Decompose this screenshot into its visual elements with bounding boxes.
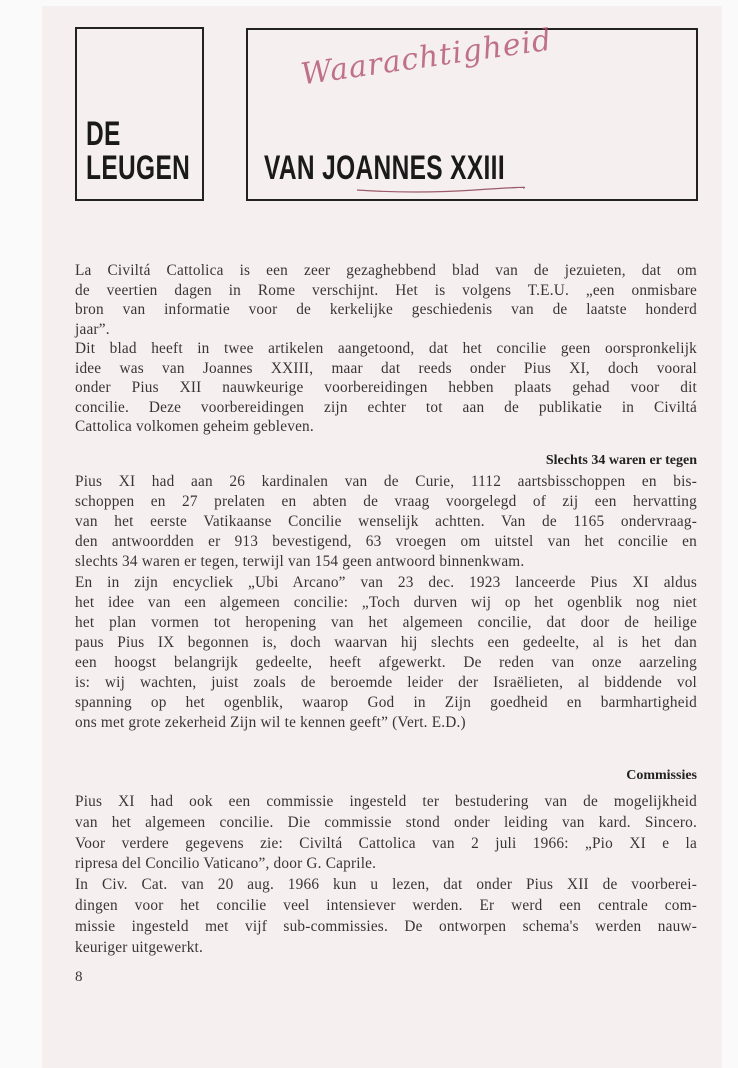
text-line: de veertien dagen in Rome verschijnt. Het is volgens T.E.U. „een onmisbare bbox=[75, 281, 697, 299]
title-right: VAN JOANNES XXIII bbox=[264, 149, 506, 187]
text-line: dingen voor het concilie veel intensiever werden. Er werd een centrale com- bbox=[75, 897, 697, 914]
section-heading: Commissies bbox=[626, 768, 697, 783]
title-word-leugen: LEUGEN bbox=[86, 149, 191, 187]
text-line: Cattolica volkomen geheim gebleven. bbox=[75, 418, 314, 435]
text-line: ripresa del Concilio Vaticano”, door G. Caprile. bbox=[75, 855, 377, 873]
text-line: schoppen en 27 prelaten en abten de vraag voorgelegd of zij een hervatting bbox=[75, 493, 697, 511]
text-line: bron van informatie voor de kerkelijke geschiedenis van de laatste honderd bbox=[75, 301, 697, 318]
text-line: keuriger uitgewerkt. bbox=[75, 938, 204, 956]
text-line: van het algemeen concilie. Die commissie stond onder leiding van kard. Sincero. bbox=[75, 813, 697, 831]
handwritten-annotation: Waarachtigheid bbox=[298, 22, 555, 93]
text-line: het idee van een algemeen concilie: „Toch durven wij op het ogenblik nog niet bbox=[75, 593, 697, 611]
text-line: La Civiltá Cattolica is een zeer gezaghebbend blad van de jezuieten, dat om bbox=[75, 262, 697, 279]
text-line: het plan vormen tot heropening van het algemeen concilie, dat door de heilige bbox=[75, 613, 697, 631]
text-line: En in zijn encycliek „Ubi Arcano” van 23 dec. 1923 lanceerde Pius XI aldus bbox=[75, 573, 697, 591]
text-line: ons met grote zekerheid Zijn wil te kennen geeft” (Vert. E.D.) bbox=[75, 714, 466, 732]
text-line: Voor verdere gegevens zie: Civiltá Cattolica van 2 juli 1966: „Pio XI e la bbox=[75, 834, 697, 852]
section-heading: Slechts 34 waren er tegen bbox=[545, 453, 697, 468]
text-line: Dit blad heeft in twee artikelen aangetoond, dat het concilie geen oorspronkelijk bbox=[75, 340, 697, 357]
text-line: den antwoordden er 913 bevestigend, 63 vroegen om uitstel van het concilie en bbox=[75, 533, 697, 551]
title-word-de: DE bbox=[86, 115, 121, 153]
handwritten-underline bbox=[355, 185, 525, 195]
text-line: is: wij wachten, juist zoals de beroemde leider der Israëlieten, al biddende vol bbox=[75, 674, 697, 691]
text-line: jaar”. bbox=[75, 320, 110, 338]
text-line: concilie. Deze voorbereidingen zijn echter tot aan de publikatie in Civiltá bbox=[75, 398, 697, 416]
text-line: een hoogst belangrijk gedeelte, heeft afgewerkt. De reden van onze aarzeling bbox=[75, 653, 697, 671]
page-number: 8 bbox=[75, 969, 83, 985]
text-line: onder Pius XII nauwkeurige voorbereidingen hebben plaats gehad voor dit bbox=[75, 379, 697, 396]
text-line: Pius XI had ook een commissie ingesteld ter bestudering van de mogelijkheid bbox=[75, 793, 697, 810]
text-line: Pius XI had aan 26 kardinalen van de Curie, 1112 aartsbisschoppen en bis- bbox=[75, 473, 697, 490]
text-line: slechts 34 waren er tegen, terwijl van 154 geen antwoord binnenkwam. bbox=[75, 553, 525, 571]
text-line: paus Pius IX begonnen is, doch waarvan hij slechts een gedeelte, al is het dan bbox=[75, 633, 697, 651]
text-line: idee was van Joannes XXIII, maar dat reeds onder Pius XI, doch vooral bbox=[75, 359, 697, 377]
text-line: In Civ. Cat. van 20 aug. 1966 kun u lezen, dat onder Pius XII de voorberei- bbox=[75, 876, 697, 894]
text-line: missie ingesteld met vijf sub-commissies. De ontworpen schema's werden nauw- bbox=[75, 917, 697, 935]
text-line: spanning op het ogenblik, waarop God in Zijn goedheid en barmhartigheid bbox=[75, 694, 697, 712]
text-line: van het eerste Vatikaanse Concilie wenselijk achtten. Van de 1165 ondervraag- bbox=[75, 513, 697, 531]
